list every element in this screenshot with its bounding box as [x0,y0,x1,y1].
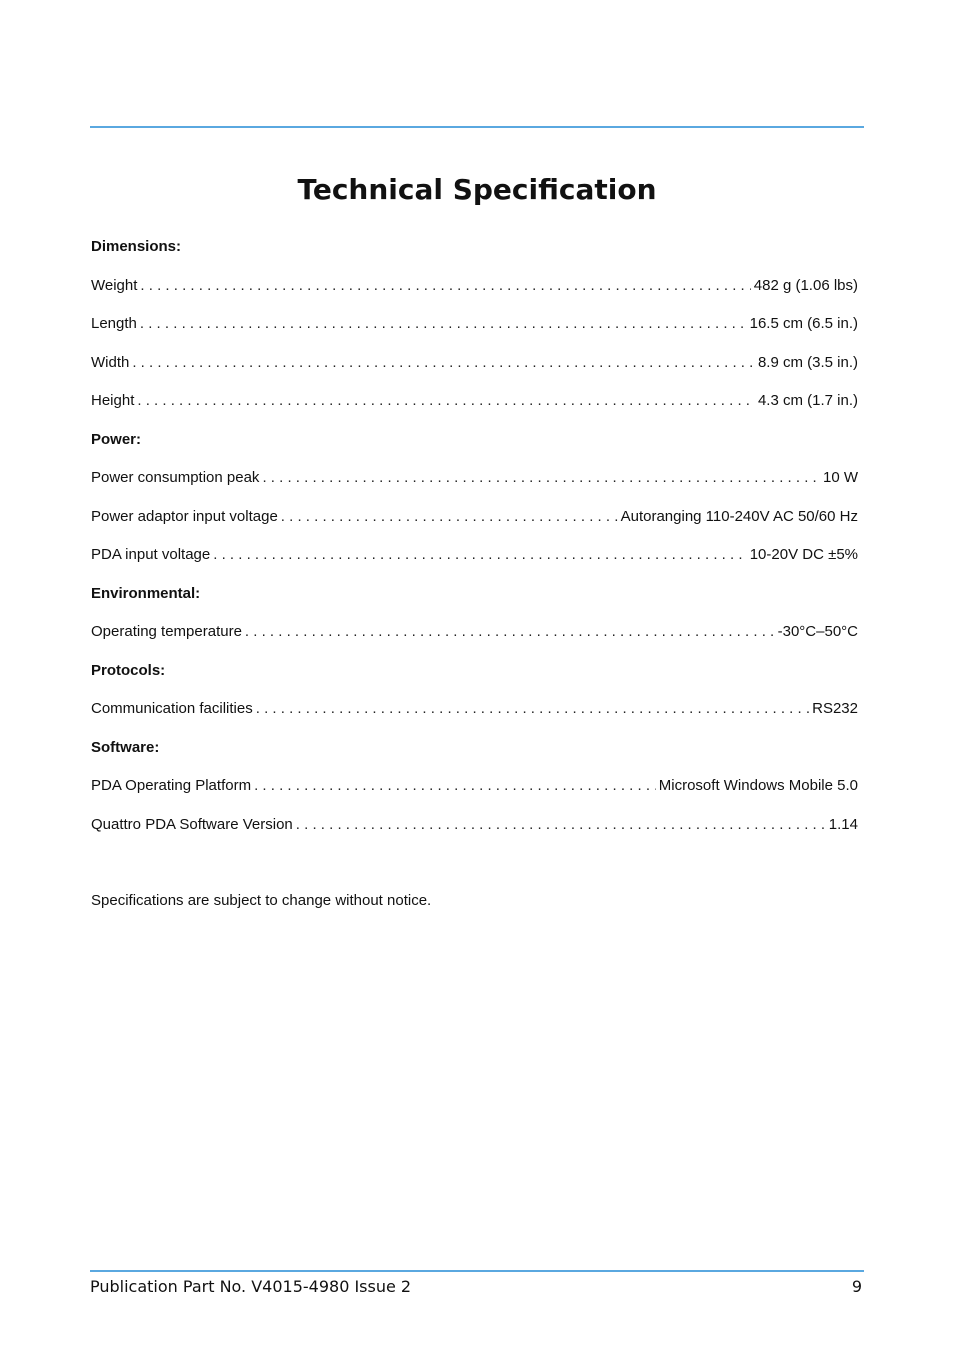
dot-leader [137,382,755,421]
page-title: Technical Specification [297,173,657,206]
spec-row-power-adaptor [91,498,858,537]
spec-label: Operating temperature [91,623,242,640]
section-heading-power: Power: [91,430,142,448]
section-heading-software: Software: [91,738,160,756]
spec-label: PDA input voltage [91,546,211,563]
spec-row-length [91,305,858,344]
dot-leader [140,267,750,306]
section-heading-dimensions: Dimensions: [91,238,182,255]
spec-label: Height [91,392,135,409]
spec-row-software-version [91,806,858,845]
spec-value: 8.9 cm (3.5 in.) [757,353,858,371]
bottom-rule [90,1270,864,1272]
spec-row-operating-temperature [91,613,858,652]
page-number: 9 [851,1277,862,1296]
spec-row-height [91,382,858,421]
dot-leader [281,498,618,537]
spec-value: Autoranging 110-240V AC 50/60 Hz [620,507,858,525]
spec-value: Microsoft Windows Mobile 5.0 [658,777,858,794]
spec-label: Weight [91,276,138,294]
spec-label: Power adaptor input voltage [91,507,278,525]
spec-row-width [91,344,858,383]
dot-leader [256,690,809,729]
specification-notice: Specifications are subject to change without notice. [91,892,432,909]
spec-label: Communication facilities [91,700,253,717]
spec-value: 10 W [822,469,858,486]
spec-row-pda-operating-platform [91,767,858,806]
dot-leader [296,806,826,845]
spec-value: 1.14 [828,815,858,833]
dot-leader [262,459,820,498]
spec-value: 4.3 cm (1.7 in.) [757,392,858,409]
dot-leader [213,536,746,575]
top-rule [90,126,864,128]
spec-row-communication-facilities [91,690,858,729]
spec-label: Quattro PDA Software Version [91,815,293,833]
spec-label: Length [91,315,137,332]
spec-row-power-consumption [91,459,858,498]
spec-value: -30°C–50°C [777,623,858,640]
spec-value: 482 g (1.06 lbs) [753,276,858,294]
specification-list [91,228,858,844]
spec-row-pda-input-voltage [91,536,858,575]
section-heading-environmental: Environmental: [91,584,201,602]
spec-row-weight [91,267,858,306]
spec-label: Width [91,353,130,371]
publication-part-number: Publication Part No. V4015-4980 Issue 2 [90,1277,412,1296]
spec-value: RS232 [812,700,858,717]
dot-leader [254,767,656,806]
dot-leader [132,344,755,383]
spec-value: 16.5 cm (6.5 in.) [749,315,858,332]
section-heading-protocols: Protocols: [91,661,166,679]
spec-label: Power consumption peak [91,469,260,486]
dot-leader [140,305,747,344]
dot-leader [245,613,775,652]
spec-label: PDA Operating Platform [91,777,252,794]
spec-value: 10-20V DC ±5% [749,546,858,563]
